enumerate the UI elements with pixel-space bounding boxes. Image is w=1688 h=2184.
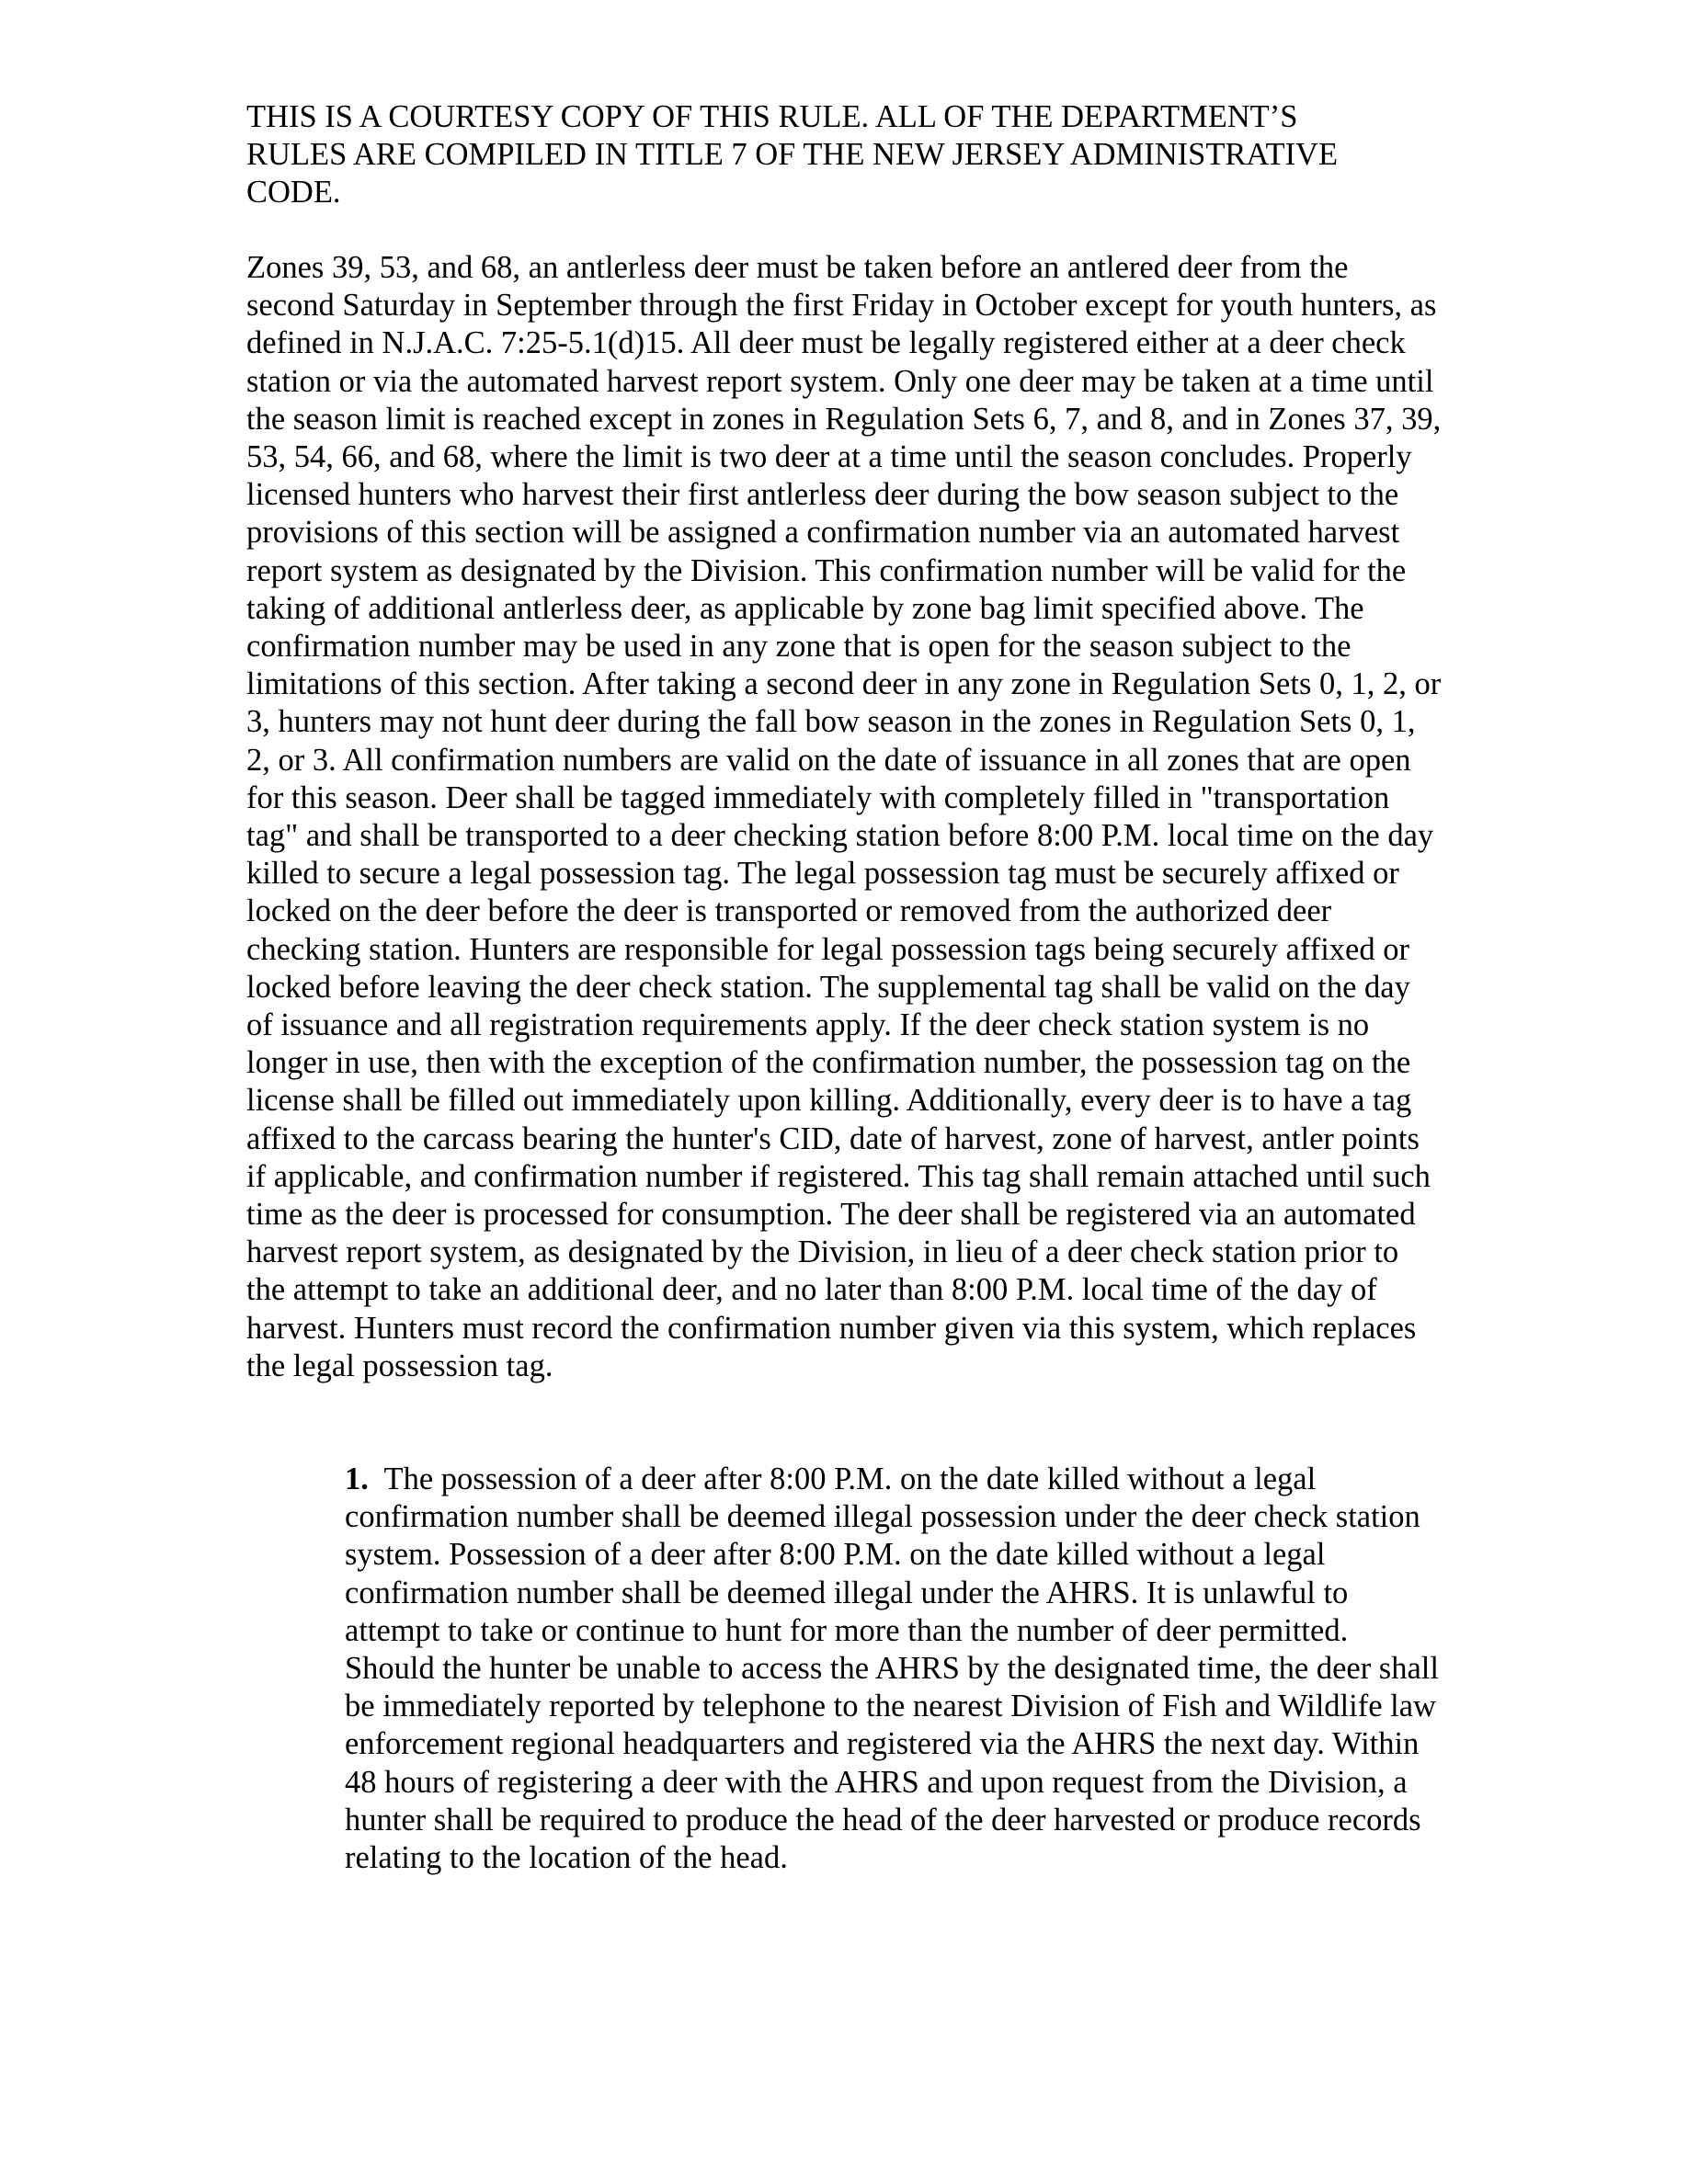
courtesy-copy-notice: THIS IS A COURTESY COPY OF THIS RULE. ALL OF THE DEPARTMENT’S RULES ARE COMPILED IN TITLE 7 OF THE NEW JERSEY ADMINISTRATIVE CODE. xyxy=(246,99,1339,210)
rule-paragraph: Zones 39, 53, and 68, an antlerless deer must be taken before an antlered deer from the second Saturday in September through the first Friday in October except for youth hunters, as defined in N.J.A.C. 7:25-5.1(d)15. All deer must be legally registered either at a deer check station or via the automated harvest report system. Only one deer may be taken at a time until the season limit is reached except in zones in Regulation Sets 6, 7, and 8, and in Zones 37, 39, 53, 54, 66, and 68, where the limit is two deer at a time until the season concludes. Properly licensed hunters who harvest their first antlerless deer during the bow season subject to the provisions of this section will be assigned a confirmation number via an automated harvest report system as designated by the Division. This confirmation number will be valid for the taking of additional antlerless deer, as applicable by zone bag limit specified above. The confirmation number may be used in any zone that is open for the season subject to the limitations of this section. After taking a second deer in any zone in Regulation Sets 0, 1, 2, or 3, hunters may not hunt deer during the fall bow season in the zones in Regulation Sets 0, 1, 2, or 3. All confirmation numbers are valid on the date of issuance in all zones that are open for this season. Deer shall be tagged immediately with completely filled in "transportation tag" and shall be transported to a deer checking station before 8:00 P.M. local time on the day killed to secure a legal possession tag. The legal possession tag must be securely affixed or locked on the deer before the deer is transported or removed from the authorized deer checking station. Hunters are responsible for legal possession tags being securely affixed or locked before leaving the deer check station. The supplemental tag shall be valid on the day of issuance and all registration requirements apply. If the deer check station system is no longer in use, then with the exception of the confirmation number, the possession tag on the license shall be filled out immediately upon killing. Additionally, every deer is to have a tag affixed to the carcass bearing the hunter's CID, date of harvest, zone of harvest, antler points if applicable, and confirmation number if registered. This tag shall remain attached until such time as the deer is processed for consumption. The deer shall be registered via an automated harvest report system, as designated by the Division, in lieu of a deer check station prior to the attempt to take an additional deer, and no later than 8:00 P.M. local time of the day of harvest. Hunters must record the confirmation number given via this system, which replaces the legal possession tag. xyxy=(246,250,1442,1383)
list-item-text: The possession of a deer after 8:00 P.M. on the date killed without a legal confirmation number shall be deemed illegal possession under the deer check station system. Possession of a deer after 8:00 P.M. on the date killed without a legal confirmation number shall be deemed illegal under the AHRS. It is unlawful to attempt to take or continue to hunt for more than the number of deer permitted. Should the hunter be unable to access the AHRS by the designated time, the deer shall be immediately reported by telephone to the nearest Division of Fish and Wildlife law enforcement regional headquarters and registered via the AHRS the next day. Within 48 hours of registering a deer with the AHRS and upon request from the Division, a hunter shall be required to produce the head of the deer harvested or produce records relating to the location of the head. xyxy=(345,1462,1439,1876)
list-item-number: 1. xyxy=(345,1462,369,1496)
list-item xyxy=(345,1461,1439,1877)
